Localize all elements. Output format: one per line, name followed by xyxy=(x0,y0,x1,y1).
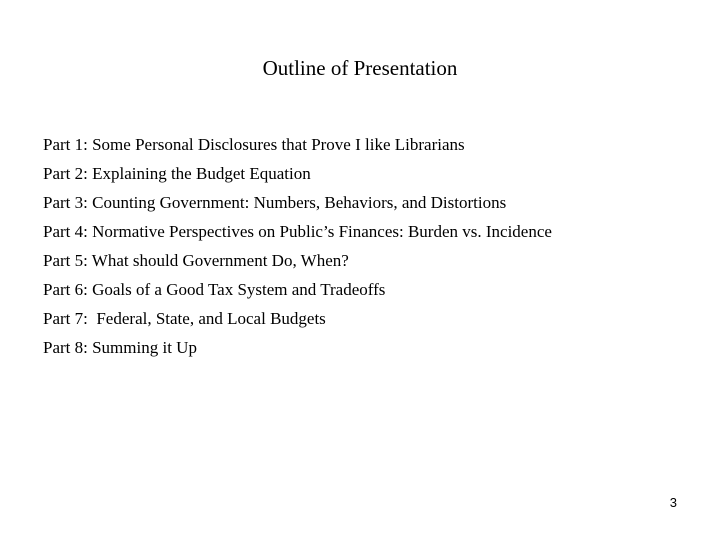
slide-title: Outline of Presentation xyxy=(262,56,458,80)
outline-item-part-8: Part 8: Summing it Up xyxy=(43,338,197,357)
outline-item-part-3: Part 3: Counting Government: Numbers, Behaviors, and Distortions xyxy=(43,193,507,212)
outline-item-part-1: Part 1: Some Personal Disclosures that Prove I like Librarians xyxy=(43,135,465,154)
outline-item-part-4: Part 4: Normative Perspectives on Public’s Finances: Burden vs. Incidence xyxy=(43,222,552,241)
outline-item-part-6: Part 6: Goals of a Good Tax System and Tradeoffs xyxy=(43,280,386,299)
page-number: 3 xyxy=(669,495,677,510)
outline-list xyxy=(43,130,552,362)
outline-item-part-2: Part 2: Explaining the Budget Equation xyxy=(43,164,311,183)
outline-item-part-5: Part 5: What should Government Do, When? xyxy=(43,251,349,270)
outline-item-part-7: Part 7: Federal, State, and Local Budgets xyxy=(43,309,326,328)
